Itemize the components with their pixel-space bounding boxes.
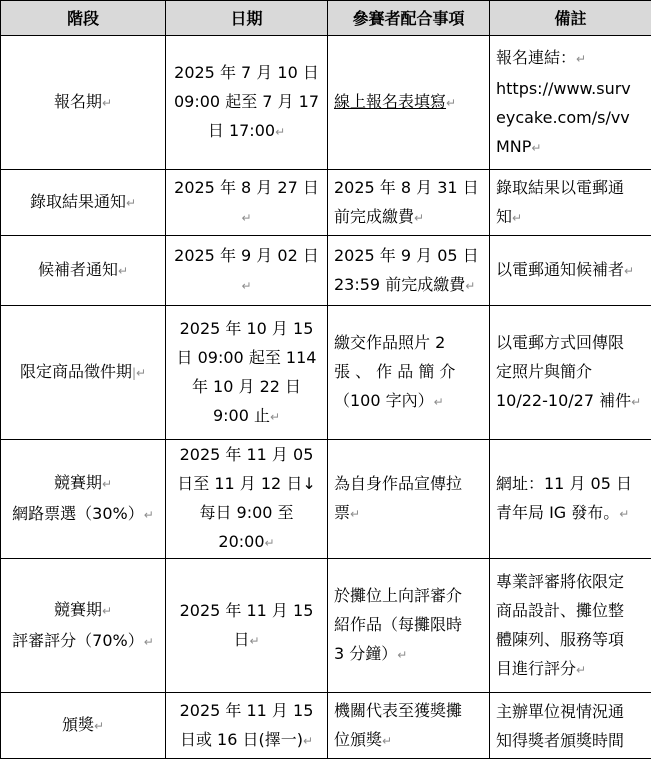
note-line: https://www.surv xyxy=(496,74,647,103)
date-line: 2025 年 8 月 27 日 xyxy=(174,178,319,197)
action-line: 前完成繳費↵ xyxy=(334,202,485,233)
note-line: 青年局 IG 發布。↵ xyxy=(496,498,647,529)
date-line: 2025 年 10 月 15 xyxy=(170,314,323,343)
table-row xyxy=(1,693,651,759)
header-note: 備註 xyxy=(490,1,651,36)
date-line: 日 09:00 起至 114 xyxy=(170,343,323,372)
action-cell xyxy=(328,693,490,759)
note-line: 目進行評分↵ xyxy=(496,654,647,685)
note-line: 以電郵通知候補者 xyxy=(496,260,624,279)
note-line: 以電郵方式回傳限 xyxy=(496,328,647,357)
note-cell xyxy=(490,440,651,559)
action-line: 位頒獎↵ xyxy=(334,725,485,756)
stage-line: 網路票選（30%）↵ xyxy=(5,499,161,530)
note-cell: 以電郵通知候補者↵ xyxy=(490,236,651,306)
note-line: 專業評審將依限定 xyxy=(496,567,647,596)
note-cell xyxy=(490,170,651,236)
date-cell: 2025 年 9 月 02 日↵ xyxy=(166,236,328,306)
note-cell xyxy=(490,559,651,693)
stage-cell: 限定商品徵件期|↵ xyxy=(1,306,166,440)
note-line: 網址：11 月 05 日 xyxy=(496,469,647,498)
action-line: 為自身作品宣傳拉 xyxy=(334,469,485,498)
action-cell xyxy=(328,236,490,306)
action-cell xyxy=(328,306,490,440)
action-line: 繳交作品照片 2 xyxy=(334,328,485,357)
stage-cell: 頒獎↵ xyxy=(1,693,166,759)
date-line: 2025 年 7 月 10 日 xyxy=(170,58,323,87)
date-line: 2025 年 11 月 15 xyxy=(170,596,323,625)
table-row xyxy=(1,559,651,693)
date-line: 2025 年 11 月 15 xyxy=(170,696,323,725)
action-line: 機關代表至獲獎攤 xyxy=(334,696,485,725)
note-line: MNP↵ xyxy=(496,132,647,163)
header-row xyxy=(1,1,651,36)
note-line: eycake.com/s/vv xyxy=(496,103,647,132)
date-cell xyxy=(166,559,328,693)
date-cell xyxy=(166,306,328,440)
date-line: 年 10 月 22 日 xyxy=(170,372,323,401)
note-line: 10/22-10/27 補件↵ xyxy=(496,386,647,417)
stage-label: 錄取結果通知 xyxy=(30,192,126,211)
action-cell xyxy=(328,440,490,559)
date-line: 日 17:00↵ xyxy=(170,116,323,147)
date-line: 日至 11 月 12 日↓ xyxy=(170,469,323,498)
note-cell xyxy=(490,36,651,170)
stage-cell: 候補者通知↵ xyxy=(1,236,166,306)
action-line: 於攤位上向評審介 xyxy=(334,581,485,610)
action-line: 23:59 前完成繳費↵ xyxy=(334,270,485,301)
note-line: 體陳列、服務等項 xyxy=(496,625,647,654)
stage-cell xyxy=(1,559,166,693)
stage-cell: 錄取結果通知↵ xyxy=(1,170,166,236)
action-cell: 線上報名表填寫↵ xyxy=(328,36,490,170)
stage-label: 頒獎 xyxy=(62,715,94,734)
stage-label: 報名期 xyxy=(54,92,102,111)
stage-line: 競賽期↵ xyxy=(5,595,161,626)
table-row xyxy=(1,236,651,306)
date-line: 2025 年 11 月 05 xyxy=(170,440,323,469)
stage-line: 評審評分（70%）↵ xyxy=(5,626,161,657)
header-action: 參賽者配合事項 xyxy=(328,1,490,36)
action-cell xyxy=(328,559,490,693)
note-cell xyxy=(490,306,651,440)
date-line: 每日 9:00 至 20:00↵ xyxy=(170,498,323,558)
header-date: 日期 xyxy=(166,1,328,36)
date-cell xyxy=(166,440,328,559)
action-line: 票↵ xyxy=(334,498,485,529)
date-line: 日或 16 日(擇一)↵ xyxy=(170,725,323,756)
action-line: 3 分鐘）↵ xyxy=(334,639,485,670)
action-line: 紹作品（每攤限時 xyxy=(334,610,485,639)
date-line: 09:00 起至 7 月 17 xyxy=(170,87,323,116)
date-line: 2025 年 9 月 02 日 xyxy=(174,246,319,265)
header-stage: 階段 xyxy=(1,1,166,36)
table-row xyxy=(1,306,651,440)
date-cell xyxy=(166,36,328,170)
note-line: 主辦單位視情況通 xyxy=(496,697,647,726)
table-row xyxy=(1,170,651,236)
note-line: 知得獎者頒獎時間 xyxy=(496,726,647,755)
date-line: 9:00 止↵ xyxy=(170,401,323,432)
action-line: 張 、 作 品 簡 介 xyxy=(334,357,485,386)
table-row xyxy=(1,440,651,559)
date-line: 日↵ xyxy=(170,625,323,656)
note-line: 錄取結果以電郵通 xyxy=(496,173,647,202)
action-line: 線上報名表填寫 xyxy=(334,92,446,111)
note-line: 知↵ xyxy=(496,202,647,233)
action-line: 2025 年 9 月 05 日 xyxy=(334,241,485,270)
stage-label: 候補者通知 xyxy=(38,260,118,279)
note-cell xyxy=(490,693,651,759)
stage-cell xyxy=(1,440,166,559)
date-cell xyxy=(166,693,328,759)
stage-cell: 報名期↵ xyxy=(1,36,166,170)
action-cell xyxy=(328,170,490,236)
stage-line: 競賽期↵ xyxy=(5,468,161,499)
note-line: 商品設計、攤位整 xyxy=(496,596,647,625)
table-row xyxy=(1,36,651,170)
action-line: 2025 年 8 月 31 日 xyxy=(334,173,485,202)
note-line: 定照片與簡介 xyxy=(496,357,647,386)
date-cell: 2025 年 8 月 27 日↵ xyxy=(166,170,328,236)
stage-label: 限定商品徵件期 xyxy=(20,362,132,381)
action-line: （100 字內）↵ xyxy=(334,386,485,417)
note-line: 報名連結：↵ xyxy=(496,43,647,74)
